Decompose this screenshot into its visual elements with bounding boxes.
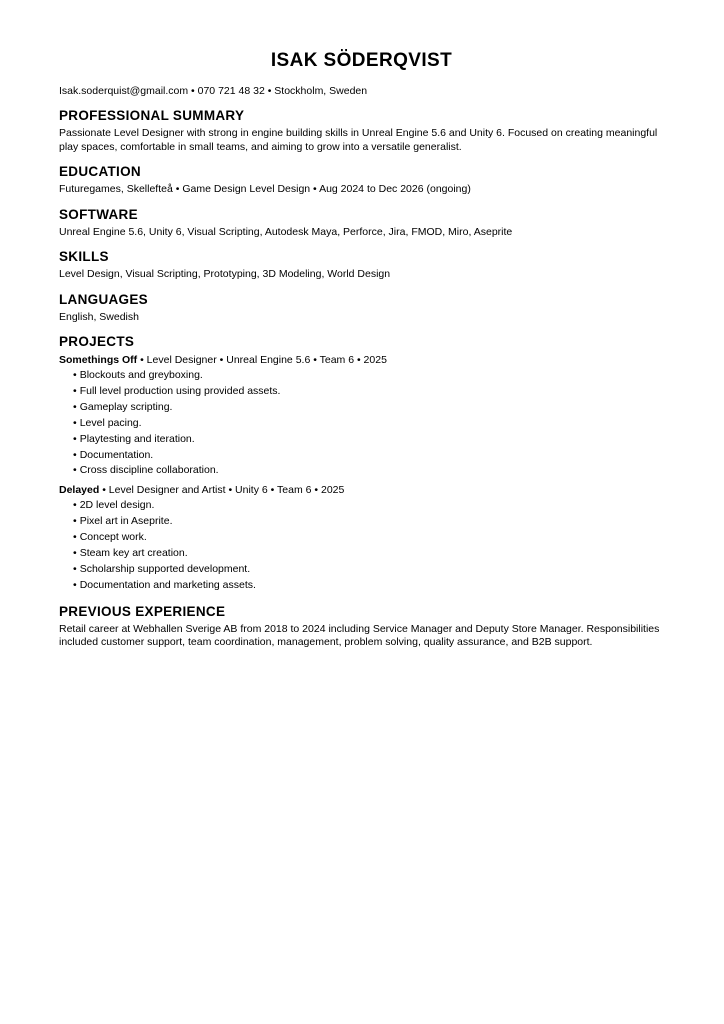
project-meta: • Level Designer and Artist • Unity 6 • Team 6 • 2025: [99, 484, 345, 497]
project-bullet-list: [59, 498, 664, 593]
project-bullet: • Level pacing.: [73, 416, 664, 432]
project-bullet: • Cross discipline collaboration.: [73, 463, 664, 479]
experience-heading: PREVIOUS EXPERIENCE: [59, 603, 226, 619]
project-name: Delayed: [59, 484, 100, 497]
education-heading: EDUCATION: [59, 164, 141, 179]
project-delayed: [59, 483, 664, 593]
software-section: [59, 207, 664, 240]
candidate-name: ISAK SÖDERQVIST: [270, 50, 453, 71]
project-meta: • Level Designer • Unreal Engine 5.6 • Team 6 • 2025: [137, 354, 387, 366]
project-bullet: • Gameplay scripting.: [73, 400, 664, 416]
project-bullet: • 2D level design.: [73, 498, 664, 514]
education-section: [59, 164, 664, 197]
languages-heading: LANGUAGES: [59, 291, 148, 307]
summary-text: Passionate Level Designer with strong in engine building skills in Unreal Engine 5.6 and Unity 6. Focused on creating meaningful play spaces, comfortable in small teams, and aiming to grow into a versatile generalist.: [59, 127, 658, 153]
project-header: [59, 483, 664, 497]
skills-heading: SKILLS: [59, 249, 109, 264]
project-bullet: • Blockouts and greyboxing.: [73, 368, 664, 384]
summary-section: [59, 108, 664, 154]
software-text: Unreal Engine 5.6, Unity 6, Visual Scripting, Autodesk Maya, Perforce, Jira, FMOD, Miro, Aseprite: [59, 225, 513, 238]
skills-text: Level Design, Visual Scripting, Prototyping, 3D Modeling, World Design: [59, 268, 391, 280]
skills-section: [59, 249, 664, 282]
project-bullet: • Full level production using provided assets.: [73, 384, 664, 400]
summary-heading: PROFESSIONAL SUMMARY: [59, 108, 245, 123]
project-bullet: • Scholarship supported development.: [73, 562, 664, 578]
project-bullet: • Concept work.: [73, 530, 664, 546]
experience-section: [59, 604, 664, 650]
project-bullet: • Pixel art in Aseprite.: [73, 514, 664, 530]
project-bullet: • Documentation and marketing assets.: [73, 578, 664, 594]
project-bullet: • Playtesting and iteration.: [73, 432, 664, 448]
project-header: [59, 353, 664, 367]
experience-text: Retail career at Webhallen Sverige AB from 2018 to 2024 including Service Manager and Deputy Store Manager. Responsibilities included customer support, team coordination, management, problem solving, quality assurance, and B2B support.: [59, 622, 660, 649]
contact-line: Isak.soderquist@gmail.com • 070 721 48 32 • Stockholm, Sweden: [59, 85, 368, 97]
software-heading: SOFTWARE: [59, 206, 138, 222]
project-bullet: • Steam key art creation.: [73, 546, 664, 562]
project-somethings-off: [59, 353, 664, 479]
project-name: Somethings Off: [59, 354, 138, 366]
languages-text: English, Swedish: [59, 310, 139, 323]
projects-heading: PROJECTS: [59, 334, 135, 349]
languages-section: [59, 292, 664, 325]
project-bullet: • Documentation.: [73, 448, 664, 464]
projects-section: [59, 334, 664, 594]
project-bullet-list: [59, 368, 664, 479]
education-text: Futuregames, Skellefteå • Game Design Level Design • Aug 2024 to Dec 2026 (ongoing): [59, 183, 471, 195]
